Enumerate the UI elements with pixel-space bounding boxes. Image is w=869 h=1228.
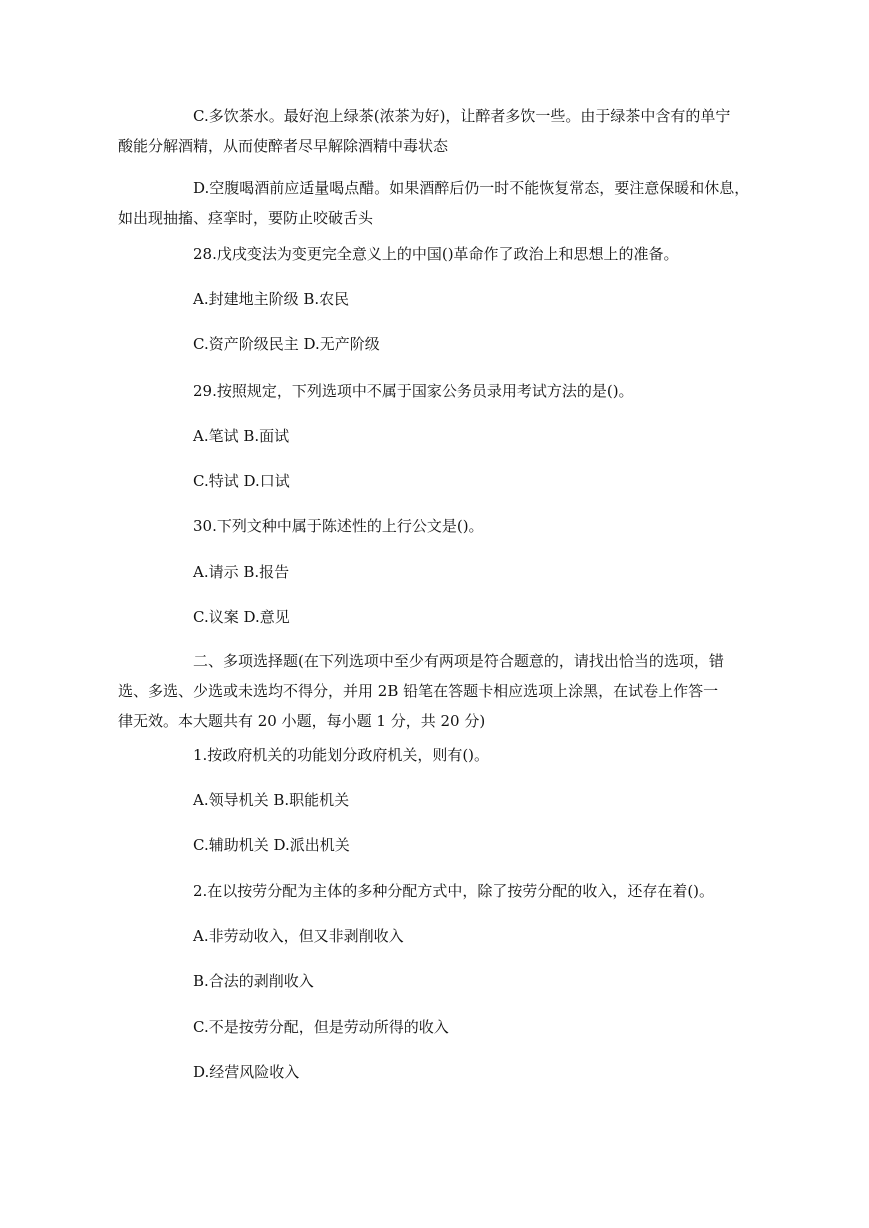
question-30-options-ab bbox=[118, 557, 758, 587]
text-line: A.请示 B.报告 bbox=[193, 563, 290, 581]
text-line: C.辅助机关 D.派出机关 bbox=[193, 836, 350, 854]
text-line: C.资产阶级民主 D.无产阶级 bbox=[193, 335, 380, 353]
text-line: C.不是按劳分配，但是劳动所得的收入 bbox=[193, 1018, 449, 1036]
text-line: 选、多选、少选或未选均不得分，并用 2B 铅笔在答题卡相应选项上涂黑，在试卷上作答一 bbox=[118, 682, 719, 700]
text-line: 29.按照规定，下列选项中不属于国家公务员录用考试方法的是()。 bbox=[193, 382, 634, 400]
text-line: A.封建地主阶级 B.农民 bbox=[193, 290, 350, 308]
text-line: C.议案 D.意见 bbox=[193, 608, 290, 626]
question-1-options-ab bbox=[118, 785, 758, 815]
text-line: 律无效。本大题共有 20 小题，每小题 1 分，共 20 分) bbox=[118, 712, 486, 730]
text-line: A.非劳动收入，但又非剥削收入 bbox=[193, 927, 404, 945]
question-1 bbox=[118, 740, 758, 770]
question-28 bbox=[118, 239, 758, 269]
question-29-options-ab bbox=[118, 421, 758, 451]
question-2-option-d bbox=[118, 1057, 758, 1087]
text-line: 30.下列文种中属于陈述性的上行公文是()。 bbox=[193, 517, 484, 535]
question-2-option-a bbox=[118, 921, 758, 951]
text-line: 1.按政府机关的功能划分政府机关，则有()。 bbox=[193, 746, 490, 764]
paragraph-option-d-vinegar bbox=[118, 173, 758, 233]
question-28-options-ab bbox=[118, 284, 758, 314]
text-line: A.笔试 B.面试 bbox=[193, 427, 290, 445]
question-2-option-b bbox=[118, 966, 758, 996]
question-30 bbox=[118, 511, 758, 541]
text-line: D.经营风险收入 bbox=[193, 1063, 300, 1081]
section-heading-multiple-choice bbox=[118, 646, 758, 736]
question-28-options-cd bbox=[118, 329, 758, 359]
question-2-option-c bbox=[118, 1012, 758, 1042]
text-line: B.合法的剥削收入 bbox=[193, 972, 314, 990]
text-line: D.空腹喝酒前应适量喝点醋。如果酒醉后仍一时不能恢复常态，要注意保暖和休息， bbox=[193, 179, 750, 197]
text-line: 酸能分解酒精，从而使醉者尽早解除酒精中毒状态 bbox=[118, 137, 449, 155]
question-29 bbox=[118, 376, 758, 406]
question-2 bbox=[118, 876, 758, 906]
question-30-options-cd bbox=[118, 602, 758, 632]
text-line: 2.在以按劳分配为主体的多种分配方式中，除了按劳分配的收入，还存在着()。 bbox=[193, 882, 715, 900]
question-29-options-cd bbox=[118, 466, 758, 496]
paragraph-option-c-tea bbox=[118, 101, 758, 161]
text-line: A.领导机关 B.职能机关 bbox=[193, 791, 350, 809]
question-1-options-cd bbox=[118, 830, 758, 860]
text-line: C.多饮茶水。最好泡上绿茶(浓茶为好)，让醉者多饮一些。由于绿茶中含有的单宁 bbox=[193, 107, 731, 125]
text-line: 28.戊戌变法为变更完全意义上的中国()革命作了政治上和思想上的准备。 bbox=[193, 245, 679, 263]
text-line: C.特试 D.口试 bbox=[193, 472, 290, 490]
text-line: 如出现抽搐、痉挛时，要防止咬破舌头 bbox=[118, 209, 374, 227]
text-line: 二、多项选择题(在下列选项中至少有两项是符合题意的，请找出恰当的选项，错 bbox=[193, 652, 724, 670]
